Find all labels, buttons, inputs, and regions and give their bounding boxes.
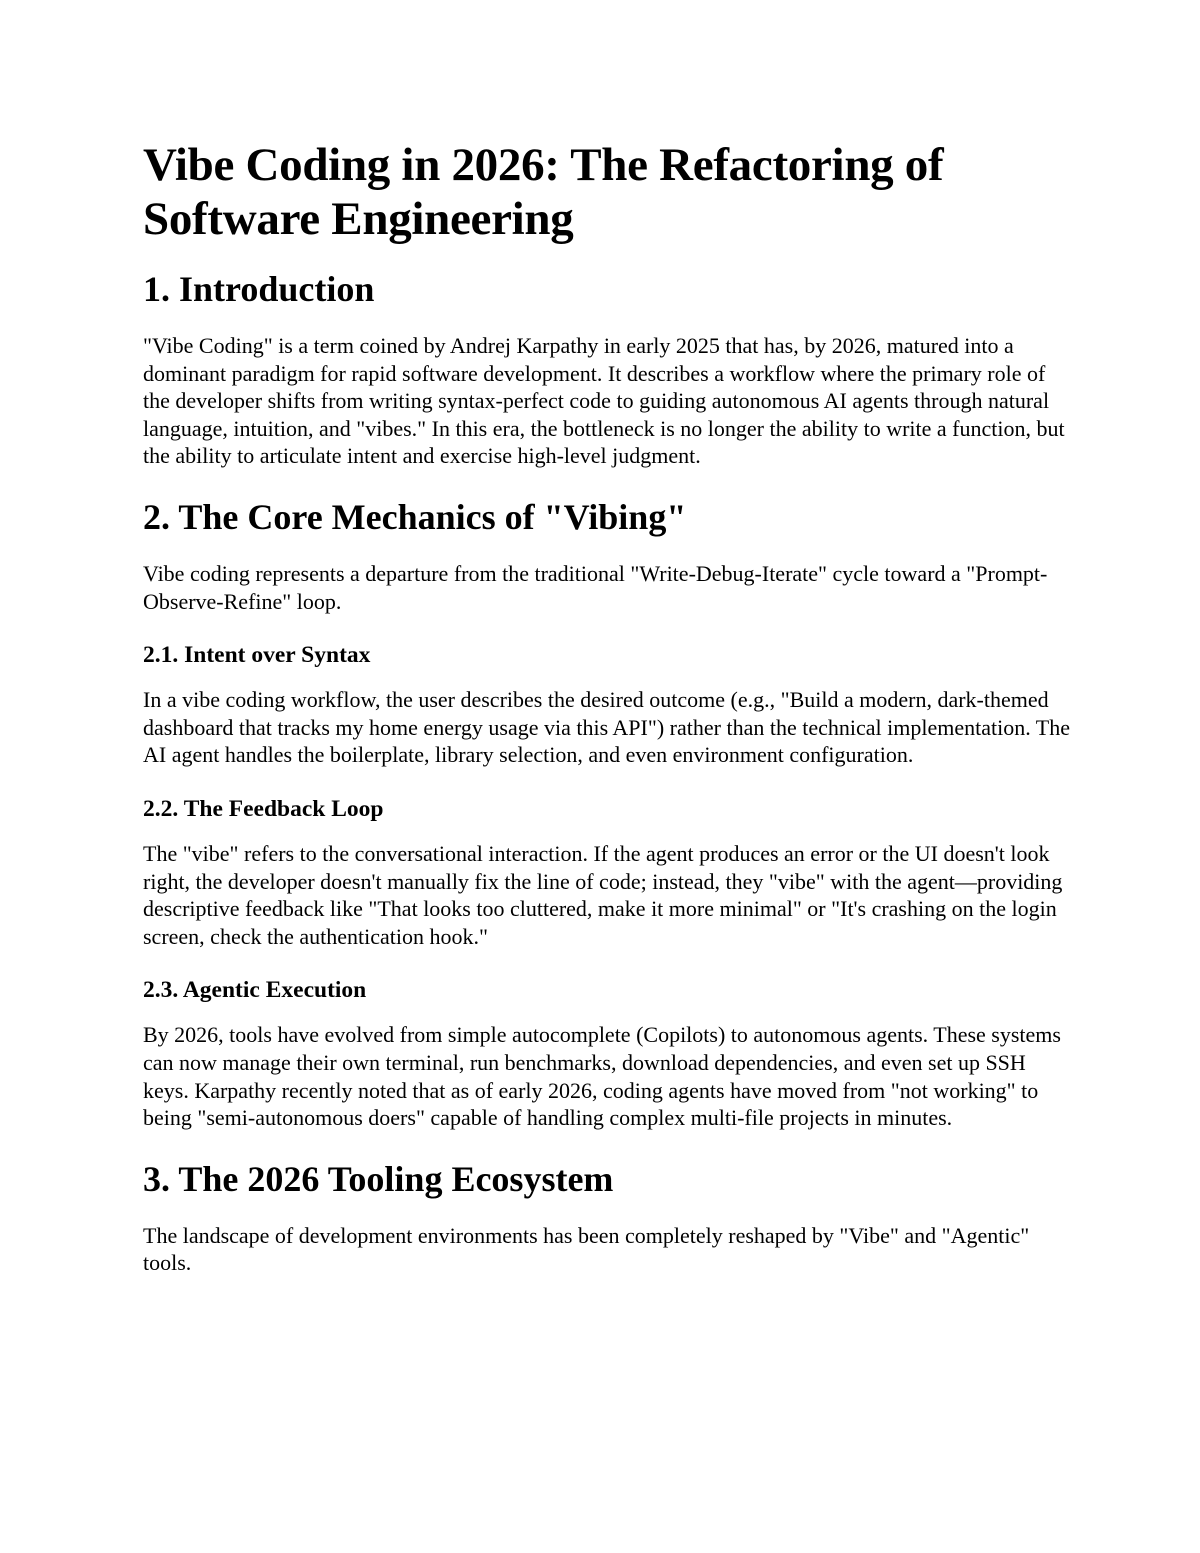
document-title: Vibe Coding in 2026: The Refactoring of Software Engineering [143, 139, 944, 245]
subsection-heading-intent-over-syntax: 2.1. Intent over Syntax [143, 642, 371, 669]
core-mechanics-paragraph: Vibe coding represents a departure from the traditional "Write-Debug-Iterate" cycle toward a "Prompt-Observe-Refine" loop. [143, 560, 1048, 614]
introduction-paragraph: "Vibe Coding" is a term coined by Andrej Karpathy in early 2025 that has, by 2026, matured into a dominant paradigm for rapid software development. It describes a workflow where the primary role of the developer shifts from writing syntax-perfect code to guiding autonomous AI agents through natural language, intuition, and "vibes." In this era, the bottleneck is no longer the ability to write a function, but the ability to articulate intent and exercise high-level judgment. [143, 333, 1065, 469]
section-heading-core-mechanics: 2. The Core Mechanics of "Vibing" [143, 496, 687, 537]
subsection-heading-agentic-execution: 2.3. Agentic Execution [143, 977, 367, 1004]
agentic-execution-paragraph: By 2026, tools have evolved from simple autocomplete (Copilots) to autonomous agents. These systems can now manage their own terminal, run benchmarks, download dependencies, and even set up SSH keys. Karpathy recently noted that as of early 2026, coding agents have moved from "not working" to being "semi-autonomous doers" capable of handling complex multi-file projects in minutes. [143, 1022, 1061, 1131]
subsection-heading-feedback-loop: 2.2. The Feedback Loop [143, 795, 384, 822]
section-heading-introduction: 1. Introduction [143, 269, 375, 309]
intent-over-syntax-paragraph: In a vibe coding workflow, the user describes the desired outcome (e.g., "Build a modern, dark-themed dashboard that tracks my home energy usage via this API") rather than the technical implementation. The AI agent handles the boilerplate, library selection, and even environment configuration. [143, 687, 1071, 768]
document-page [143, 138, 1073, 1303]
section-heading-tooling-ecosystem: 3. The 2026 Tooling Ecosystem [143, 1158, 614, 1199]
tooling-ecosystem-paragraph: The landscape of development environments has been completely reshaped by "Vibe" and "Agentic" tools. [143, 1222, 1030, 1276]
feedback-loop-paragraph: The "vibe" refers to the conversational interaction. If the agent produces an error or the UI doesn't look right, the developer doesn't manually fix the line of code; instead, they "vibe" with the agent—providing descriptive feedback like "That looks too cluttered, make it more minimal" or "It's crashing on the login screen, check the authentication hook." [143, 840, 1063, 949]
